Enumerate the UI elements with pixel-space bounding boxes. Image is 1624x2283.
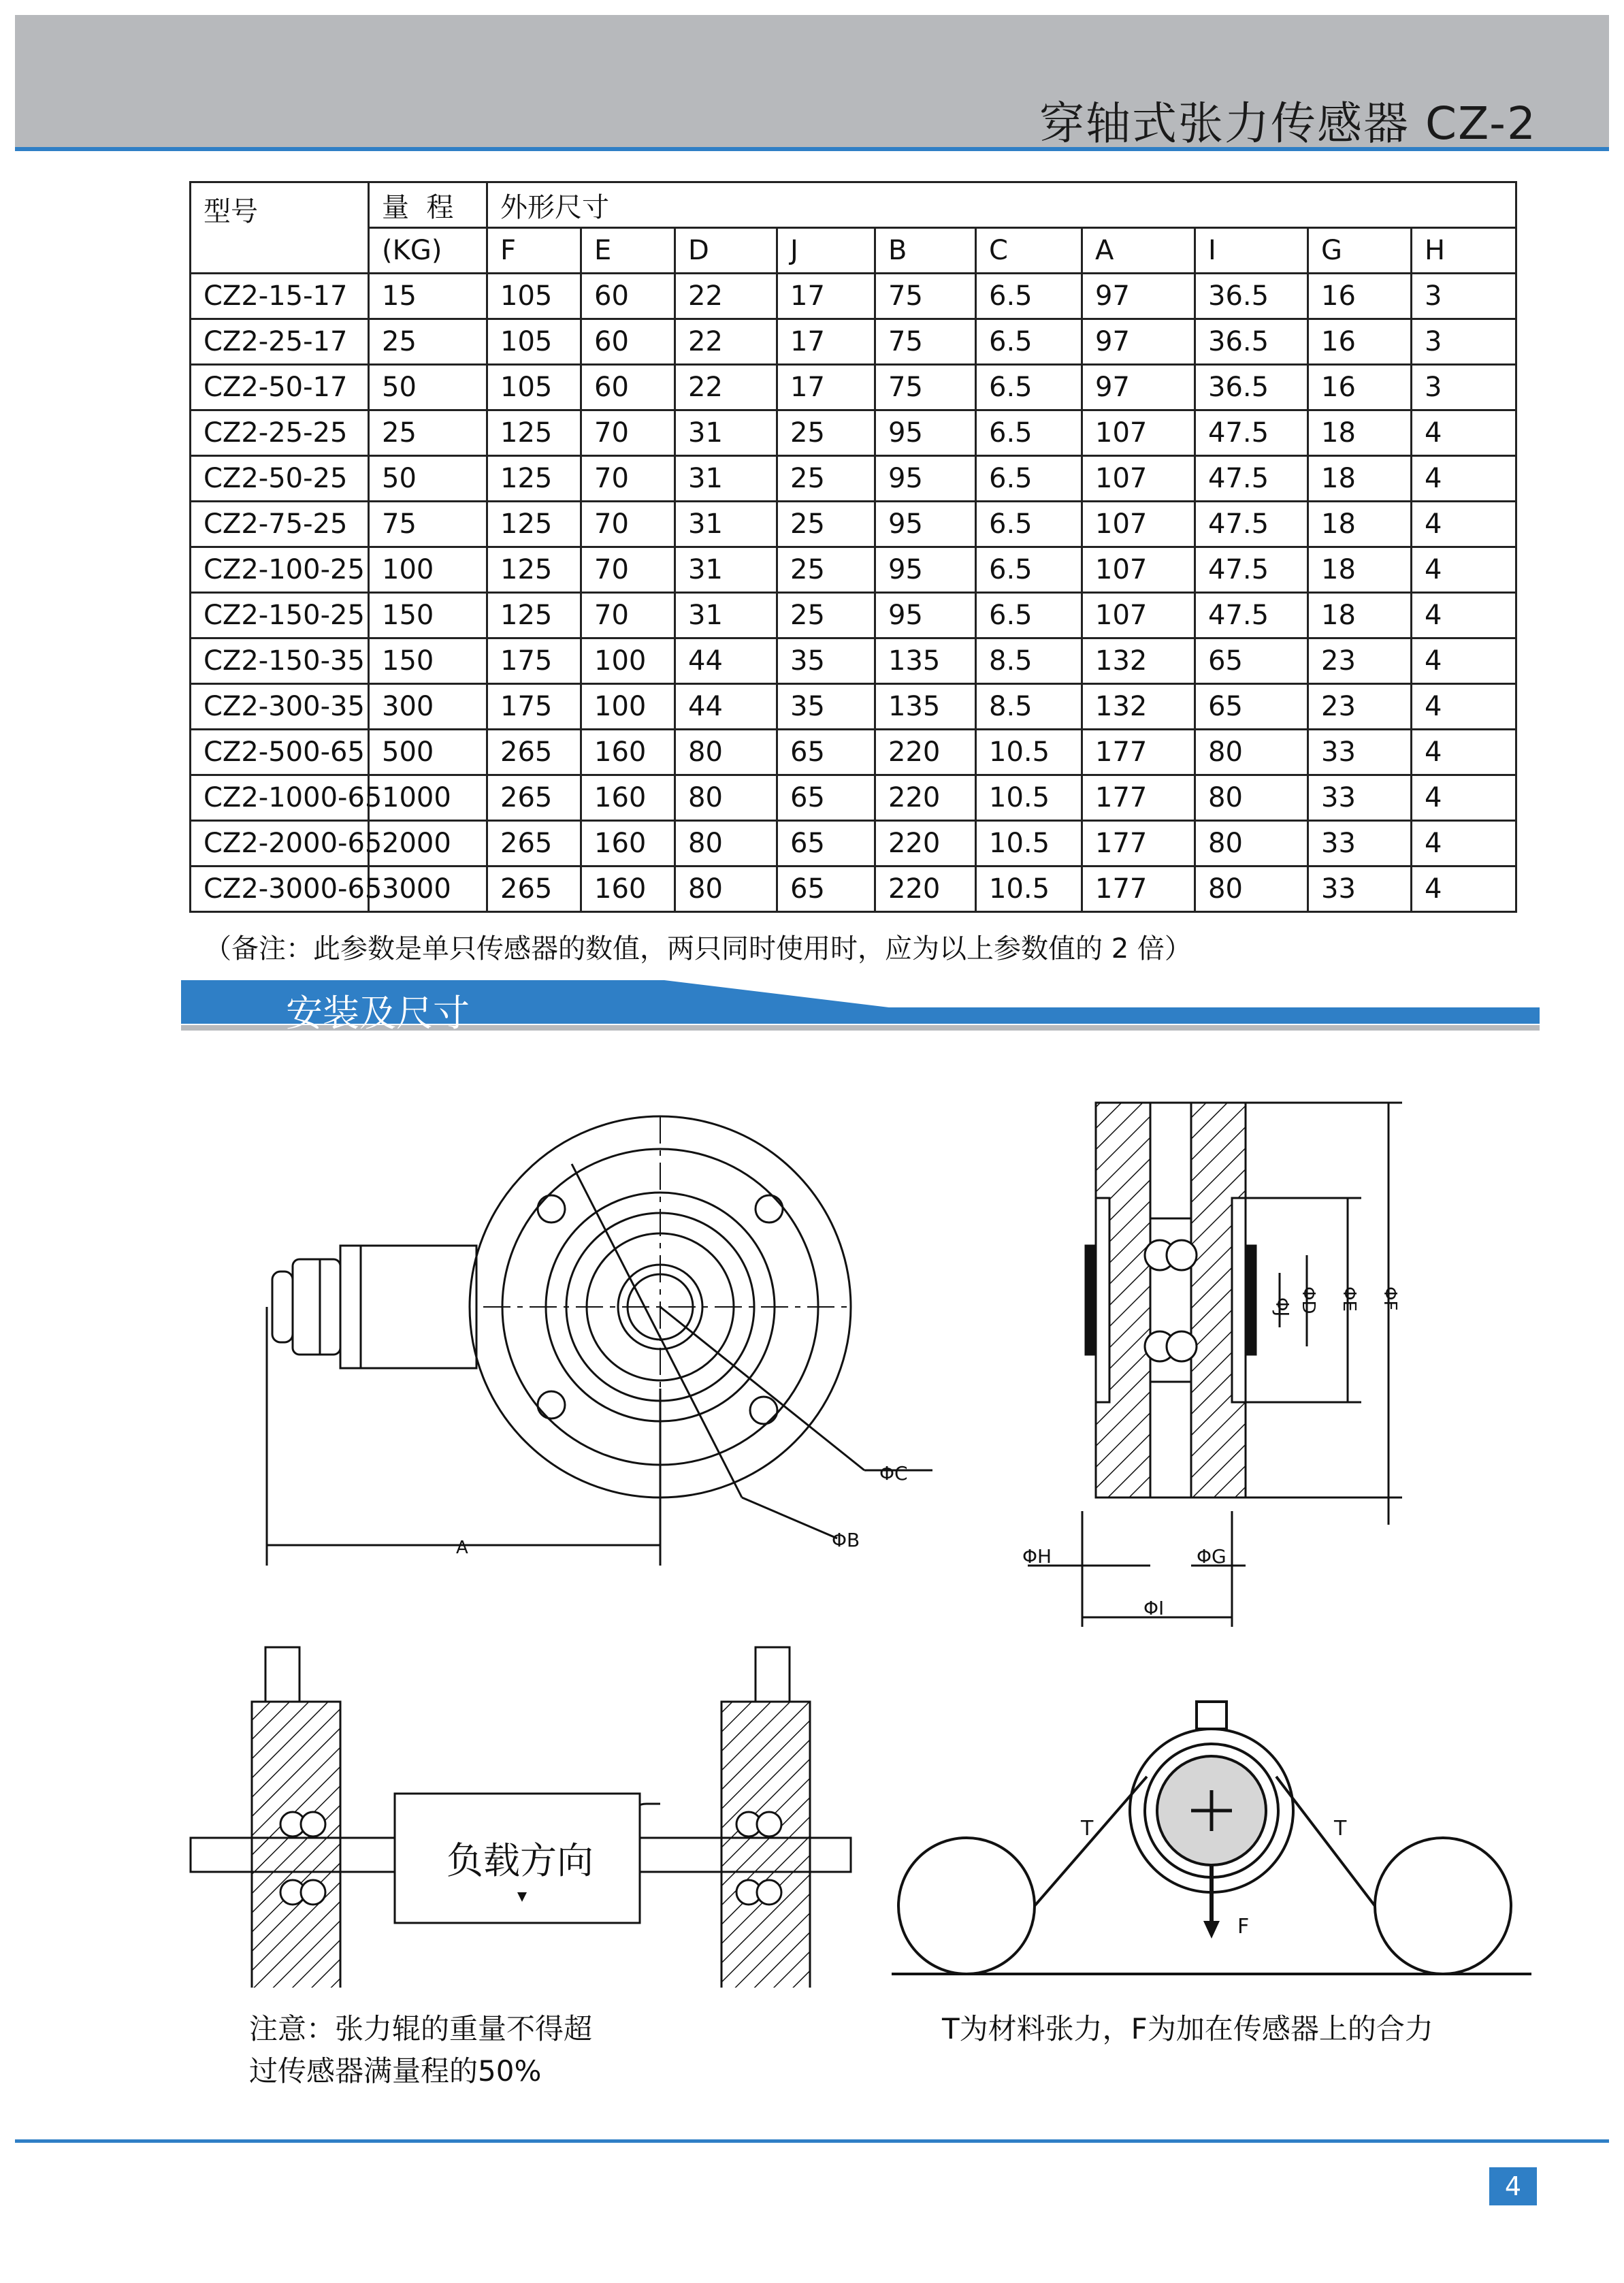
table-cell: 65 xyxy=(1195,684,1308,730)
table-cell: CZ2-150-35 xyxy=(191,638,369,684)
label-phi-c: ΦC xyxy=(879,1462,908,1485)
table-cell: 16 xyxy=(1308,274,1412,319)
table-row xyxy=(191,502,1516,547)
table-cell: 220 xyxy=(875,775,976,821)
table-cell: 65 xyxy=(777,730,875,775)
table-row xyxy=(191,456,1516,502)
table-cell: 6.5 xyxy=(976,410,1082,456)
table-cell: 31 xyxy=(675,502,777,547)
table-cell: 177 xyxy=(1082,867,1195,912)
table-cell: 97 xyxy=(1082,274,1195,319)
table-cell: 80 xyxy=(675,730,777,775)
table-cell: 22 xyxy=(675,319,777,365)
table-cell: 80 xyxy=(675,867,777,912)
table-row xyxy=(191,319,1516,365)
table-cell: 25 xyxy=(777,410,875,456)
table-cell: 47.5 xyxy=(1195,456,1308,502)
header-range: 量 程 xyxy=(369,182,487,228)
label-force-f: F xyxy=(1237,1915,1250,1939)
caption-right: T为材料张力，F为加在传感器上的合力 xyxy=(942,2012,1433,2045)
label-phi-g: ΦG xyxy=(1197,1545,1227,1568)
table-cell: 60 xyxy=(581,274,675,319)
table-row xyxy=(191,730,1516,775)
table-cell: CZ2-2000-65 xyxy=(191,821,369,867)
label-phi-f: ΦF xyxy=(1380,1286,1400,1311)
table-cell: 70 xyxy=(581,456,675,502)
table-cell: 100 xyxy=(581,684,675,730)
table-cell: 70 xyxy=(581,593,675,638)
table-cell: 220 xyxy=(875,867,976,912)
table-cell: 47.5 xyxy=(1195,410,1308,456)
table-cell: 150 xyxy=(369,593,487,638)
table-cell: 135 xyxy=(875,638,976,684)
caption-left-line2: 过传感器满量程的50% xyxy=(249,2054,542,2088)
page-number: 4 xyxy=(1489,2167,1537,2205)
table-cell: CZ2-500-65 xyxy=(191,730,369,775)
table-header-row xyxy=(191,182,1516,228)
header-dim-e: E xyxy=(581,228,675,274)
table-cell: 25 xyxy=(777,456,875,502)
section-title: 安装及尺寸 xyxy=(286,992,470,1035)
table-row xyxy=(191,821,1516,867)
table-cell: 44 xyxy=(675,638,777,684)
table-cell: CZ2-150-25 xyxy=(191,593,369,638)
spec-table xyxy=(189,181,1517,913)
table-cell: 31 xyxy=(675,547,777,593)
label-phi-i: ΦI xyxy=(1143,1597,1165,1619)
table-cell: 4 xyxy=(1412,547,1516,593)
table-cell: CZ2-100-25 xyxy=(191,547,369,593)
table-cell: 160 xyxy=(581,730,675,775)
table-cell: 265 xyxy=(487,867,581,912)
table-cell: 10.5 xyxy=(976,775,1082,821)
table-cell: 265 xyxy=(487,821,581,867)
table-cell: CZ2-300-35 xyxy=(191,684,369,730)
table-cell: 107 xyxy=(1082,502,1195,547)
table-cell: 60 xyxy=(581,319,675,365)
table-cell: 177 xyxy=(1082,775,1195,821)
table-cell: 50 xyxy=(369,456,487,502)
table-cell: 25 xyxy=(777,547,875,593)
footer-rule xyxy=(15,2139,1609,2143)
table-cell: 135 xyxy=(875,684,976,730)
header-dim-f: F xyxy=(487,228,581,274)
table-cell: 4 xyxy=(1412,502,1516,547)
table-cell: 25 xyxy=(369,410,487,456)
table-cell: 1000 xyxy=(369,775,487,821)
table-cell: 4 xyxy=(1412,593,1516,638)
table-cell: 6.5 xyxy=(976,319,1082,365)
table-cell: 31 xyxy=(675,410,777,456)
table-cell: 22 xyxy=(675,365,777,410)
table-cell: 97 xyxy=(1082,365,1195,410)
table-cell: 35 xyxy=(777,638,875,684)
table-cell: 10.5 xyxy=(976,730,1082,775)
table-cell: 125 xyxy=(487,502,581,547)
table-cell: 160 xyxy=(581,775,675,821)
table-cell: 25 xyxy=(777,502,875,547)
table-cell: 8.5 xyxy=(976,638,1082,684)
table-cell: 4 xyxy=(1412,730,1516,775)
table-cell: 80 xyxy=(1195,730,1308,775)
table-cell: 100 xyxy=(369,547,487,593)
table-note: （备注：此参数是单只传感器的数值，两只同时使用时，应为以上参数值的 2 倍） xyxy=(204,933,1192,965)
table-cell: CZ2-50-17 xyxy=(191,365,369,410)
table-row xyxy=(191,410,1516,456)
table-cell: 8.5 xyxy=(976,684,1082,730)
table-cell: 75 xyxy=(369,502,487,547)
table-subheader-row xyxy=(191,228,1516,274)
table-cell: 31 xyxy=(675,593,777,638)
table-cell: 80 xyxy=(1195,821,1308,867)
table-cell: 265 xyxy=(487,775,581,821)
table-cell: 107 xyxy=(1082,410,1195,456)
table-cell: 18 xyxy=(1308,456,1412,502)
table-cell: 95 xyxy=(875,593,976,638)
table-cell: 10.5 xyxy=(976,821,1082,867)
table-row xyxy=(191,775,1516,821)
table-cell: 6.5 xyxy=(976,502,1082,547)
table-cell: 80 xyxy=(1195,867,1308,912)
label-a: A xyxy=(456,1538,468,1558)
table-cell: 107 xyxy=(1082,593,1195,638)
label-phi-e: ΦE xyxy=(1339,1286,1359,1312)
table-row xyxy=(191,365,1516,410)
header-dim-c: C xyxy=(976,228,1082,274)
table-cell: 150 xyxy=(369,638,487,684)
table-cell: 65 xyxy=(777,867,875,912)
table-cell: 33 xyxy=(1308,730,1412,775)
label-phi-b: ΦB xyxy=(832,1529,860,1551)
table-cell: 44 xyxy=(675,684,777,730)
front-view-drawing xyxy=(252,1089,946,1579)
table-cell: 4 xyxy=(1412,821,1516,867)
label-t-left: T xyxy=(1081,1817,1094,1841)
page-title: 穿轴式张力传感器 CZ-2 xyxy=(1039,97,1537,150)
table-cell: 80 xyxy=(675,821,777,867)
header-dimensions: 外形尺寸 xyxy=(487,182,1516,228)
table-row xyxy=(191,867,1516,912)
table-cell: 220 xyxy=(875,821,976,867)
label-phi-d: ΦD xyxy=(1298,1286,1318,1314)
table-cell: 36.5 xyxy=(1195,274,1308,319)
table-cell: 4 xyxy=(1412,775,1516,821)
table-cell: 500 xyxy=(369,730,487,775)
table-cell: 65 xyxy=(1195,638,1308,684)
table-cell: 80 xyxy=(675,775,777,821)
table-cell: 33 xyxy=(1308,775,1412,821)
table-cell: 18 xyxy=(1308,547,1412,593)
table-cell: 105 xyxy=(487,319,581,365)
table-cell: 31 xyxy=(675,456,777,502)
label-phi-h: ΦH xyxy=(1022,1545,1052,1568)
table-cell: 265 xyxy=(487,730,581,775)
table-cell: 175 xyxy=(487,684,581,730)
table-cell: 125 xyxy=(487,456,581,502)
table-cell: 6.5 xyxy=(976,274,1082,319)
table-cell: 300 xyxy=(369,684,487,730)
table-cell: 36.5 xyxy=(1195,319,1308,365)
table-cell: 47.5 xyxy=(1195,502,1308,547)
table-cell: 60 xyxy=(581,365,675,410)
table-cell: 18 xyxy=(1308,593,1412,638)
table-cell: 3 xyxy=(1412,319,1516,365)
table-cell: 17 xyxy=(777,365,875,410)
table-cell: 15 xyxy=(369,274,487,319)
load-direction-label: 负载方向 xyxy=(446,1839,594,1882)
header-dim-h: H xyxy=(1412,228,1516,274)
table-cell: 6.5 xyxy=(976,547,1082,593)
table-cell: 160 xyxy=(581,867,675,912)
table-cell: 33 xyxy=(1308,867,1412,912)
table-cell: 125 xyxy=(487,410,581,456)
label-phi-j: ΦJ xyxy=(1271,1297,1292,1317)
table-cell: 125 xyxy=(487,547,581,593)
table-cell: 17 xyxy=(777,274,875,319)
table-cell: 107 xyxy=(1082,456,1195,502)
table-cell: 6.5 xyxy=(976,456,1082,502)
table-cell: 220 xyxy=(875,730,976,775)
table-cell: 125 xyxy=(487,593,581,638)
table-cell: 16 xyxy=(1308,365,1412,410)
table-row xyxy=(191,638,1516,684)
table-cell: 6.5 xyxy=(976,593,1082,638)
table-cell: CZ2-15-17 xyxy=(191,274,369,319)
table-cell: 70 xyxy=(581,547,675,593)
header-dim-j: J xyxy=(777,228,875,274)
table-cell: 36.5 xyxy=(1195,365,1308,410)
table-row xyxy=(191,593,1516,638)
table-cell: 25 xyxy=(777,593,875,638)
table-cell: 177 xyxy=(1082,821,1195,867)
table-cell: 23 xyxy=(1308,638,1412,684)
table-cell: 47.5 xyxy=(1195,593,1308,638)
header-dim-g: G xyxy=(1308,228,1412,274)
label-t-right: T xyxy=(1334,1817,1347,1841)
table-cell: 97 xyxy=(1082,319,1195,365)
table-cell: 4 xyxy=(1412,410,1516,456)
table-cell: 4 xyxy=(1412,684,1516,730)
table-cell: 16 xyxy=(1308,319,1412,365)
roller-force-drawing xyxy=(892,1674,1538,1988)
table-cell: 75 xyxy=(875,365,976,410)
table-cell: 18 xyxy=(1308,410,1412,456)
caption-left-line1: 注意：张力辊的重量不得超 xyxy=(249,2012,593,2045)
table-cell: 25 xyxy=(369,319,487,365)
table-cell: 23 xyxy=(1308,684,1412,730)
table-cell: 65 xyxy=(777,775,875,821)
table-cell: 22 xyxy=(675,274,777,319)
table-cell: 177 xyxy=(1082,730,1195,775)
table-cell: 35 xyxy=(777,684,875,730)
table-cell: 95 xyxy=(875,547,976,593)
header-model: 型号 xyxy=(191,182,369,274)
table-cell: 70 xyxy=(581,410,675,456)
load-assembly-drawing xyxy=(184,1634,858,1988)
header-dim-d: D xyxy=(675,228,777,274)
table-cell: CZ2-1000-65 xyxy=(191,775,369,821)
table-cell: 3 xyxy=(1412,274,1516,319)
table-cell: 10.5 xyxy=(976,867,1082,912)
table-cell: 4 xyxy=(1412,456,1516,502)
table-cell: 75 xyxy=(875,274,976,319)
caption-left xyxy=(249,2008,592,2092)
table-cell: 80 xyxy=(1195,775,1308,821)
table-cell: 105 xyxy=(487,365,581,410)
table-row xyxy=(191,684,1516,730)
table-cell: 65 xyxy=(777,821,875,867)
header-dim-b: B xyxy=(875,228,976,274)
table-row xyxy=(191,274,1516,319)
table-cell: 47.5 xyxy=(1195,547,1308,593)
table-cell: 33 xyxy=(1308,821,1412,867)
table-cell: CZ2-25-25 xyxy=(191,410,369,456)
table-cell: 50 xyxy=(369,365,487,410)
table-cell: 95 xyxy=(875,410,976,456)
table-cell: 6.5 xyxy=(976,365,1082,410)
table-cell: 70 xyxy=(581,502,675,547)
header-dim-i: I xyxy=(1195,228,1308,274)
table-cell: 3000 xyxy=(369,867,487,912)
table-cell: 132 xyxy=(1082,684,1195,730)
table-cell: 175 xyxy=(487,638,581,684)
table-cell: 4 xyxy=(1412,638,1516,684)
table-cell: 132 xyxy=(1082,638,1195,684)
table-cell: 75 xyxy=(875,319,976,365)
table-cell: 95 xyxy=(875,502,976,547)
table-cell: 100 xyxy=(581,638,675,684)
table-cell: CZ2-3000-65 xyxy=(191,867,369,912)
table-cell: 105 xyxy=(487,274,581,319)
table-cell: 4 xyxy=(1412,867,1516,912)
header-range-unit: (KG) xyxy=(369,228,487,274)
table-cell: 18 xyxy=(1308,502,1412,547)
table-cell: 2000 xyxy=(369,821,487,867)
table-cell: 160 xyxy=(581,821,675,867)
header-dim-a: A xyxy=(1082,228,1195,274)
table-cell: CZ2-25-17 xyxy=(191,319,369,365)
table-cell: 3 xyxy=(1412,365,1516,410)
table-cell: 17 xyxy=(777,319,875,365)
table-cell: 95 xyxy=(875,456,976,502)
side-section-drawing xyxy=(1007,1089,1484,1647)
table-cell: 107 xyxy=(1082,547,1195,593)
table-cell: CZ2-75-25 xyxy=(191,502,369,547)
table-cell: CZ2-50-25 xyxy=(191,456,369,502)
table-row xyxy=(191,547,1516,593)
